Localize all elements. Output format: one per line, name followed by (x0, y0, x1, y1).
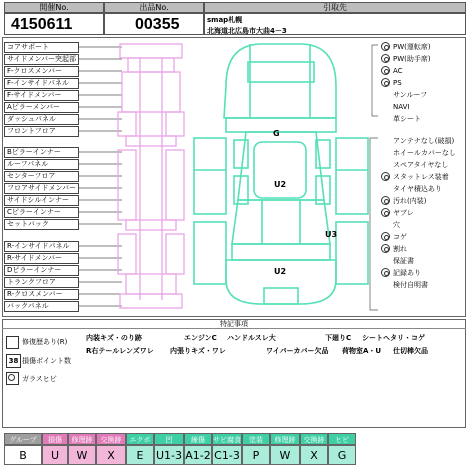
left-label: F-クロスメンバー (4, 66, 79, 77)
empty-check-icon (381, 160, 390, 169)
checked-circle-icon (381, 66, 390, 75)
condition-label: 穴 (393, 221, 400, 229)
checked-circle-icon (381, 196, 390, 205)
checked-circle-icon (381, 172, 390, 181)
left-label: ダッシュパネル (4, 114, 79, 125)
left-label: サイドメンバー突起部 (4, 54, 79, 65)
note: ハンドルスレ大 (227, 334, 276, 342)
condition-label: 検付自明書 (393, 281, 428, 289)
left-label: R-インサイドパネル (4, 241, 79, 252)
condition-label: ホイールカバーなし (393, 149, 456, 157)
equipment-label: AC (393, 67, 403, 75)
grade-value: E (126, 445, 154, 465)
note: ワイパーカバー欠品 (266, 347, 329, 355)
condition-label: スタットレス装着 (393, 173, 449, 181)
note: シートヘタリ・コゲ (362, 334, 425, 342)
note: 下廻りC (325, 334, 352, 342)
checked-circle-icon (381, 54, 390, 63)
grade-value: B (4, 445, 42, 465)
grade-header: 交換跡 (300, 433, 328, 445)
left-label: Cピラーインナー (4, 207, 79, 218)
shuppin-no: 00355 (135, 16, 180, 33)
left-label: センターフロア (4, 171, 79, 182)
condition-item (381, 160, 448, 171)
equipment-label: 革シート (393, 115, 421, 123)
left-label: Aピラーメンバー (4, 102, 79, 113)
empty-check-icon (381, 220, 390, 229)
condition-item (381, 280, 428, 291)
glass-checkbox (6, 372, 19, 385)
equipment-item (381, 102, 409, 113)
left-label: R-クロスメンバー (4, 289, 79, 300)
grade-header: 損傷 (42, 433, 68, 445)
left-label: Bピラーインナー (4, 147, 79, 158)
note: 内装キズ・のり跡 (86, 334, 142, 342)
condition-label: コゲ (393, 233, 407, 241)
checked-circle-icon (381, 78, 390, 87)
left-label: F-サイドメンバー (4, 90, 79, 101)
grade-header: 線傷 (184, 433, 212, 445)
left-label: F-インサイドパネル (4, 78, 79, 89)
checked-circle-icon (381, 268, 390, 277)
hikiwatashi-header: 引取先 (204, 2, 466, 13)
mark-u2-upper: U2 (274, 180, 287, 189)
condition-item (381, 244, 407, 255)
left-label: サイドシルインナー (4, 195, 79, 206)
points-label: 損傷ポイント数 (22, 357, 71, 365)
kaijo-no: 4150611 (11, 16, 73, 33)
condition-label: アンテナなし(破損) (393, 137, 455, 145)
circle-icon (8, 374, 15, 381)
condition-label: 割れ (393, 245, 407, 253)
connector-lines (79, 45, 378, 310)
equipment-item (381, 78, 402, 89)
left-label: コアサポート (4, 42, 79, 53)
empty-check-icon (381, 256, 390, 265)
condition-label: 保証書 (393, 257, 414, 265)
note: エンジンC (184, 334, 217, 342)
frame-diagram (118, 44, 184, 308)
hikiwatashi-address: 北海道北広島市大曲4－3 (207, 27, 287, 35)
repair-checkbox (6, 336, 19, 349)
condition-item (381, 232, 407, 243)
condition-label: ヤブレ (393, 209, 414, 217)
grade-header: エクボ (126, 433, 154, 445)
equipment-label: PW(助手席) (393, 55, 431, 63)
equipment-label: NAVI (393, 103, 410, 111)
special-title: 特記事項 (2, 319, 466, 329)
empty-check-icon (381, 148, 390, 157)
condition-item (381, 196, 426, 207)
grade-header: 塗装 (242, 433, 270, 445)
grade-value: A1-2 (184, 445, 212, 465)
grade-value: P (242, 445, 270, 465)
empty-check-icon (381, 136, 390, 145)
grade-value: X (300, 445, 328, 465)
grade-header: 修理跡 (68, 433, 96, 445)
condition-item (381, 136, 454, 147)
left-label: R-サイドメンバー (4, 253, 79, 264)
equipment-item (381, 114, 421, 125)
equipment-label: PW(運転席) (393, 43, 431, 51)
repair-label: 修復歴あり(R) (22, 338, 68, 346)
equipment-item (381, 54, 431, 65)
shuppin-header: 出品No. (104, 2, 204, 13)
grade-value: C1-3 (212, 445, 242, 465)
grade-header: 凹 (154, 433, 184, 445)
grade-header: ヒビ (328, 433, 356, 445)
condition-item (381, 256, 414, 267)
grade-value: U (42, 445, 68, 465)
empty-check-icon (381, 114, 390, 123)
left-label: フロアサイドメンバー (4, 183, 79, 194)
grade-value: W (270, 445, 300, 465)
empty-check-icon (381, 280, 390, 289)
left-label: フロントフロア (4, 126, 79, 137)
body-diagram (194, 44, 368, 304)
hikiwatashi-name: smap札幌 (207, 16, 243, 24)
note: 内張りキズ・ワレ (170, 347, 226, 355)
condition-label: スペアタイヤなし (393, 161, 449, 169)
left-label: バックパネル (4, 301, 79, 312)
empty-check-icon (381, 90, 390, 99)
grade-header: 交換跡 (96, 433, 126, 445)
left-label: Dピラーインナー (4, 265, 79, 276)
equipment-label: PS (393, 79, 402, 87)
mark-u3: U3 (325, 230, 338, 239)
grade-value: X (96, 445, 126, 465)
equipment-item (381, 90, 427, 101)
condition-item (381, 268, 421, 279)
equipment-item (381, 42, 431, 53)
points-box: 38 (6, 354, 21, 368)
grade-header: グループ (4, 433, 42, 445)
equipment-item (381, 66, 403, 77)
condition-label: 記録あり (393, 269, 421, 277)
mark-u2-lower: U2 (274, 267, 287, 276)
left-label: ルーフパネル (4, 159, 79, 170)
note: 仕切棒欠品 (393, 347, 428, 355)
condition-item (381, 220, 400, 231)
empty-check-icon (381, 184, 390, 193)
grade-value: W (68, 445, 96, 465)
kaijo-header: 開催No. (4, 2, 104, 13)
condition-label: タイヤ積込あり (393, 185, 442, 193)
checked-circle-icon (381, 42, 390, 51)
checked-circle-icon (381, 232, 390, 241)
grade-value: U1-3 (154, 445, 184, 465)
condition-item (381, 208, 414, 219)
checked-circle-icon (381, 244, 390, 253)
condition-item (381, 172, 449, 183)
note: R右テールレンズワレ (86, 347, 154, 355)
condition-item (381, 184, 442, 195)
condition-item (381, 148, 456, 159)
left-label: セットバック (4, 219, 79, 230)
grade-value: G (328, 445, 356, 465)
mark-g: G (273, 129, 280, 138)
equipment-label: サンルーフ (393, 91, 428, 99)
left-label: トランクフロア (4, 277, 79, 288)
grade-header: サビ腐食 (212, 433, 242, 445)
note: 荷物室A・U (342, 347, 382, 355)
empty-check-icon (381, 102, 390, 111)
checked-circle-icon (381, 208, 390, 217)
glass-label: ガラスヒビ (22, 375, 57, 383)
grade-header: 修理跡 (270, 433, 300, 445)
condition-label: 汚れ(内装) (393, 197, 427, 205)
